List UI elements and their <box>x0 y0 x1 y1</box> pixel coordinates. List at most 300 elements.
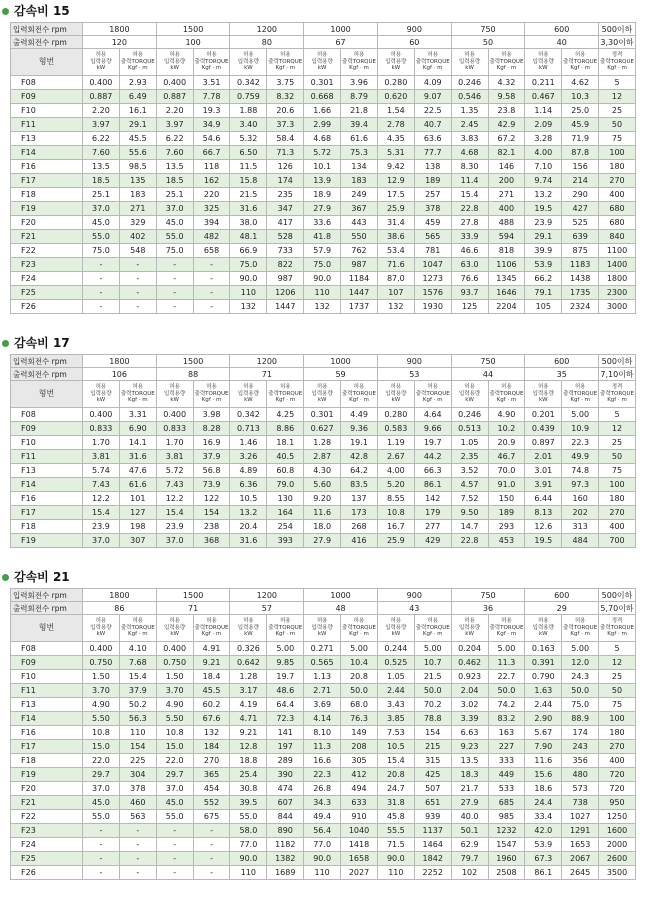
value-cell: 90.0 <box>230 272 267 286</box>
value-cell: 0.400 <box>83 642 120 656</box>
unit-torque-header <box>267 49 304 76</box>
value-cell: 1800 <box>599 272 636 286</box>
value-cell: 400 <box>599 188 636 202</box>
value-cell: 173 <box>341 506 378 520</box>
value-cell: 0.833 <box>83 422 120 436</box>
unit-kw-header <box>83 615 120 642</box>
value-cell: 19.5 <box>525 534 562 548</box>
value-cell: 58.4 <box>267 132 304 146</box>
value-cell: 4.32 <box>488 76 525 90</box>
value-cell: 37.0 <box>83 534 120 548</box>
value-cell: 254 <box>267 520 304 534</box>
value-cell: 4.14 <box>304 712 341 726</box>
unit-header-row <box>11 381 636 408</box>
value-cell: 0.280 <box>377 408 414 422</box>
value-cell: 45.0 <box>156 216 193 230</box>
value-cell: 126 <box>267 160 304 174</box>
value-cell: 1250 <box>599 810 636 824</box>
value-cell: 3.01 <box>525 464 562 478</box>
value-cell: 0.887 <box>156 90 193 104</box>
value-cell: 1345 <box>488 272 525 286</box>
value-cell: 8.28 <box>193 422 230 436</box>
unit-line: 허용 <box>316 384 328 391</box>
model-cell: F18 <box>11 188 83 202</box>
value-cell: 0.513 <box>451 422 488 436</box>
value-cell: 18.8 <box>230 754 267 768</box>
value-cell: 18.4 <box>193 670 230 684</box>
model-cell: F18 <box>11 520 83 534</box>
value-cell: 2.99 <box>304 118 341 132</box>
unit-line: 출력TORQUE <box>120 390 155 397</box>
value-cell: 325 <box>193 202 230 216</box>
table-row <box>11 422 636 436</box>
unit-line: 허용 <box>390 52 402 59</box>
value-cell: 31.4 <box>377 216 414 230</box>
unit-line: Kgf · m <box>607 397 627 404</box>
table-row <box>11 132 636 146</box>
value-cell: 200 <box>488 174 525 188</box>
table-row <box>11 272 636 286</box>
unit-line: kW <box>170 65 179 72</box>
value-cell: 15.4 <box>156 506 193 520</box>
value-cell: 270 <box>599 174 636 188</box>
value-cell: 0.462 <box>451 656 488 670</box>
value-cell: 488 <box>488 216 525 230</box>
value-cell: 573 <box>562 782 599 796</box>
value-cell: 86.1 <box>414 478 451 492</box>
value-cell: 41.8 <box>304 230 341 244</box>
value-cell: 289 <box>267 754 304 768</box>
value-cell: 675 <box>193 810 230 824</box>
value-cell: 1600 <box>599 824 636 838</box>
value-cell: 2600 <box>599 852 636 866</box>
value-cell: 12 <box>599 90 636 104</box>
value-cell: 639 <box>562 230 599 244</box>
value-cell: 2204 <box>488 300 525 314</box>
value-cell: 1.70 <box>83 436 120 450</box>
value-cell: 3.81 <box>83 450 120 464</box>
input-rpm-cell: 1000 <box>304 589 378 602</box>
value-cell: 79.1 <box>525 286 562 300</box>
unit-line: 입력용량 <box>458 58 481 65</box>
unit-line: 허용 <box>427 384 439 391</box>
model-header: 형번 <box>11 615 83 642</box>
unit-torque-header <box>562 615 599 642</box>
value-cell: 365 <box>193 768 230 782</box>
value-cell: 29.1 <box>119 118 156 132</box>
input-rpm-row <box>11 589 636 602</box>
value-cell: 0.565 <box>304 656 341 670</box>
model-cell: F19 <box>11 768 83 782</box>
model-cell: F14 <box>11 712 83 726</box>
table-row <box>11 408 636 422</box>
unit-line: Kgf · m <box>422 631 443 638</box>
value-cell: 66.7 <box>193 146 230 160</box>
unit-line: 출력TORQUE <box>268 390 303 397</box>
value-cell: 12.2 <box>83 492 120 506</box>
value-cell: 1.05 <box>377 670 414 684</box>
value-cell: 368 <box>193 534 230 548</box>
unit-line: 입력용량 <box>90 390 112 397</box>
value-cell: 29.7 <box>83 768 120 782</box>
unit-line: kW <box>170 397 179 404</box>
unit-line: kW <box>538 631 548 638</box>
table-row <box>11 642 636 656</box>
value-cell: 5.72 <box>156 464 193 478</box>
value-cell: 87.0 <box>377 272 414 286</box>
unit-line: 허용 <box>206 618 217 625</box>
unit-line: 출력TORQUE <box>600 624 634 631</box>
output-rpm-cell: 60 <box>377 36 451 49</box>
value-cell: 54.6 <box>193 132 230 146</box>
unit-line: 허용 <box>132 52 144 59</box>
value-cell: 10.3 <box>562 90 599 104</box>
value-cell: 0.163 <box>525 642 562 656</box>
value-cell: 75 <box>599 698 636 712</box>
value-cell: 154 <box>119 740 156 754</box>
value-cell: 40.5 <box>267 450 304 464</box>
value-cell: 75.3 <box>341 146 378 160</box>
unit-line: 출력TORQUE <box>600 58 634 65</box>
value-cell: 453 <box>488 534 525 548</box>
value-cell: 132 <box>377 300 414 314</box>
value-cell: 552 <box>193 796 230 810</box>
value-cell: 0.833 <box>156 422 193 436</box>
value-cell: 88.9 <box>562 712 599 726</box>
value-cell: 0.790 <box>525 670 562 684</box>
value-cell: 0.525 <box>377 656 414 670</box>
input-rpm-cell: 750 <box>451 355 525 368</box>
unit-line: 허용 <box>353 618 365 625</box>
value-cell: 1382 <box>267 852 304 866</box>
value-cell: 460 <box>119 796 156 810</box>
value-cell: 9.07 <box>414 90 451 104</box>
value-cell: 46.6 <box>451 244 488 258</box>
value-cell: 45.0 <box>83 216 120 230</box>
value-cell: 78.8 <box>414 712 451 726</box>
value-cell: 13.5 <box>451 754 488 768</box>
value-cell: 1182 <box>267 838 304 852</box>
value-cell: 0.246 <box>451 408 488 422</box>
value-cell: 34.9 <box>193 118 230 132</box>
value-cell: 781 <box>414 244 451 258</box>
value-cell: 658 <box>193 244 230 258</box>
output-rpm-cell: 71 <box>156 602 230 615</box>
unit-line: 입력용량 <box>237 624 260 631</box>
value-cell: 480 <box>562 768 599 782</box>
unit-line: 출력TORQUE <box>489 624 524 631</box>
unit-line: Kgf · m <box>607 631 627 638</box>
unit-line: 허용 <box>574 52 586 59</box>
value-cell: 22.3 <box>562 436 599 450</box>
value-cell: 347 <box>267 202 304 216</box>
model-cell: F14 <box>11 146 83 160</box>
value-cell: 49.4 <box>304 810 341 824</box>
value-cell: 3.70 <box>156 684 193 698</box>
value-cell: 2.44 <box>525 698 562 712</box>
value-cell: - <box>119 838 156 852</box>
value-cell: 45.8 <box>377 810 414 824</box>
output-rpm-label: 출력회전수 rpm <box>11 368 83 381</box>
value-cell: 42.0 <box>525 824 562 838</box>
value-cell: 985 <box>488 810 525 824</box>
table-body <box>11 76 636 314</box>
value-cell: 71.6 <box>377 258 414 272</box>
value-cell: 533 <box>488 782 525 796</box>
value-cell: 890 <box>267 824 304 838</box>
value-cell: 333 <box>488 754 525 768</box>
value-cell: 2.04 <box>451 684 488 698</box>
value-cell: 122 <box>193 492 230 506</box>
value-cell: 132 <box>193 726 230 740</box>
value-cell: 680 <box>599 202 636 216</box>
value-cell: 27.9 <box>451 796 488 810</box>
value-cell: 700 <box>599 534 636 548</box>
unit-kw-header <box>525 49 562 76</box>
value-cell: 5.60 <box>304 478 341 492</box>
unit-kw-header <box>304 381 341 408</box>
value-cell: 680 <box>599 216 636 230</box>
value-cell: - <box>156 866 193 880</box>
value-cell: 1.46 <box>230 436 267 450</box>
model-cell: F09 <box>11 90 83 104</box>
rated-torque-header <box>599 49 636 76</box>
value-cell: 607 <box>267 796 304 810</box>
value-cell: 25.0 <box>562 104 599 118</box>
value-cell: 45.5 <box>193 684 230 698</box>
value-cell: 329 <box>119 216 156 230</box>
value-cell: 7.10 <box>525 160 562 174</box>
value-cell: 110 <box>377 866 414 880</box>
unit-line: 입력용량 <box>311 390 333 397</box>
value-cell: 180 <box>599 726 636 740</box>
value-cell: 1.70 <box>156 436 193 450</box>
value-cell: 2324 <box>562 300 599 314</box>
value-cell: 425 <box>414 768 451 782</box>
model-cell: F16 <box>11 160 83 174</box>
value-cell: 0.668 <box>304 90 341 104</box>
model-cell: F11 <box>11 684 83 698</box>
value-cell: 50.0 <box>562 684 599 698</box>
value-cell: 0.467 <box>525 90 562 104</box>
value-cell: 75 <box>599 132 636 146</box>
unit-line: 허용 <box>574 384 586 391</box>
unit-kw-header <box>230 615 267 642</box>
value-cell: 10.8 <box>377 506 414 520</box>
unit-line: Kgf · m <box>570 65 590 72</box>
table-row <box>11 230 636 244</box>
value-cell: 22.7 <box>488 670 525 684</box>
value-cell: 208 <box>341 740 378 754</box>
unit-line: 정격 <box>611 384 623 391</box>
unit-line: Kgf · m <box>201 65 222 72</box>
value-cell: 528 <box>267 230 304 244</box>
value-cell: 1.05 <box>451 436 488 450</box>
unit-kw-header <box>377 49 414 76</box>
unit-line: kW <box>465 397 474 404</box>
input-rpm-cell: 1500 <box>156 355 230 368</box>
unit-torque-header <box>267 615 304 642</box>
value-cell: 3.52 <box>451 464 488 478</box>
section-title <box>0 0 649 22</box>
value-cell: 1.28 <box>304 436 341 450</box>
unit-line: 허용 <box>132 618 144 625</box>
value-cell: 550 <box>341 230 378 244</box>
output-rpm-cell: 71 <box>230 368 304 381</box>
value-cell: 55.6 <box>119 146 156 160</box>
unit-line: Kgf · m <box>496 631 517 638</box>
unit-line: 허용 <box>501 384 512 391</box>
value-cell: 1047 <box>414 258 451 272</box>
value-cell: 0.887 <box>83 90 120 104</box>
value-cell: 5.00 <box>414 642 451 656</box>
unit-line: kW <box>391 631 401 638</box>
value-cell: 90.0 <box>304 272 341 286</box>
unit-line: 입력용량 <box>532 58 554 65</box>
value-cell: 8.10 <box>304 726 341 740</box>
value-cell: - <box>156 286 193 300</box>
unit-line: 출력TORQUE <box>489 58 524 65</box>
value-cell: 71.3 <box>267 146 304 160</box>
value-cell: 0.342 <box>230 408 267 422</box>
value-cell: 19.3 <box>193 104 230 118</box>
value-cell: 720 <box>599 768 636 782</box>
value-cell: 5.00 <box>341 642 378 656</box>
value-cell: 63.0 <box>451 258 488 272</box>
value-cell: 1291 <box>562 824 599 838</box>
unit-line: 허용 <box>537 618 549 625</box>
value-cell: 0.759 <box>230 90 267 104</box>
unit-line: 허용 <box>206 52 217 59</box>
value-cell: - <box>83 272 120 286</box>
unit-kw-header <box>451 381 488 408</box>
value-cell: 19.7 <box>267 670 304 684</box>
value-cell: 482 <box>193 230 230 244</box>
unit-line: 허용 <box>316 618 328 625</box>
value-cell: 4.71 <box>230 712 267 726</box>
value-cell: 3.40 <box>230 118 267 132</box>
value-cell: - <box>156 258 193 272</box>
value-cell: 31.6 <box>230 534 267 548</box>
input-rpm-cell: 1000 <box>304 355 378 368</box>
unit-line: 출력TORQUE <box>342 58 376 65</box>
value-cell: 1.28 <box>230 670 267 684</box>
unit-line: 출력TORQUE <box>415 390 450 397</box>
value-cell: 25.9 <box>377 202 414 216</box>
unit-kw-header <box>230 381 267 408</box>
value-cell: 70.0 <box>488 464 525 478</box>
unit-kw-header <box>304 615 341 642</box>
value-cell: 150 <box>488 492 525 506</box>
table-row <box>11 202 636 216</box>
unit-header-row <box>11 615 636 642</box>
output-rpm-cell: 40 <box>525 36 599 49</box>
value-cell: 9.85 <box>267 656 304 670</box>
value-cell: 77.0 <box>230 838 267 852</box>
output-rpm-cell: 7,10이하 <box>600 369 634 379</box>
value-cell: 548 <box>119 244 156 258</box>
value-cell: 71.9 <box>562 132 599 146</box>
value-cell: 2.90 <box>525 712 562 726</box>
value-cell: 13.5 <box>83 160 120 174</box>
value-cell: 443 <box>341 216 378 230</box>
value-cell: 0.301 <box>304 408 341 422</box>
value-cell: 10.8 <box>156 726 193 740</box>
value-cell: 4.10 <box>119 642 156 656</box>
unit-line: 출력TORQUE <box>600 390 634 397</box>
value-cell: 75.0 <box>83 244 120 258</box>
value-cell: 55.0 <box>83 230 120 244</box>
value-cell: 44.2 <box>414 450 451 464</box>
value-cell: 6.22 <box>156 132 193 146</box>
unit-line: Kgf · m <box>570 631 590 638</box>
unit-line: 출력TORQUE <box>563 58 598 65</box>
value-cell: 2.01 <box>525 450 562 464</box>
value-cell: 74.8 <box>562 464 599 478</box>
unit-line: 허용 <box>316 52 328 59</box>
table-row <box>11 146 636 160</box>
value-cell: 98.5 <box>119 160 156 174</box>
model-cell: F17 <box>11 740 83 754</box>
table-row <box>11 670 636 684</box>
unit-kw-header <box>525 381 562 408</box>
value-cell: 29.7 <box>156 768 193 782</box>
value-cell: 13.2 <box>525 188 562 202</box>
unit-line: 출력TORQUE <box>415 58 450 65</box>
value-cell: 1447 <box>341 286 378 300</box>
value-cell: 9.42 <box>377 160 414 174</box>
unit-line: 입력용량 <box>164 390 186 397</box>
input-rpm-cell: 1200 <box>230 589 304 602</box>
value-cell: 5.00 <box>562 408 599 422</box>
unit-line: kW <box>96 65 106 72</box>
value-cell: - <box>83 838 120 852</box>
table-row <box>11 796 636 810</box>
table-row <box>11 824 636 838</box>
table-body <box>11 642 636 880</box>
value-cell: 9.66 <box>414 422 451 436</box>
value-cell: 20.8 <box>377 768 414 782</box>
value-cell: 685 <box>488 796 525 810</box>
value-cell: 66.3 <box>414 464 451 478</box>
value-cell: 633 <box>341 796 378 810</box>
model-cell: F11 <box>11 450 83 464</box>
value-cell: 0.211 <box>525 76 562 90</box>
value-cell: 34.3 <box>304 796 341 810</box>
value-cell: 18.1 <box>267 436 304 450</box>
value-cell: 225 <box>119 754 156 768</box>
value-cell: 127 <box>119 506 156 520</box>
value-cell: 15.4 <box>377 754 414 768</box>
unit-line: kW <box>317 65 327 72</box>
value-cell: 141 <box>267 726 304 740</box>
unit-line: 허용 <box>206 384 217 391</box>
input-rpm-cell: 1000 <box>304 23 378 36</box>
value-cell: 0.400 <box>156 76 193 90</box>
value-cell: 2.20 <box>83 104 120 118</box>
value-cell: 762 <box>341 244 378 258</box>
value-cell: 5.50 <box>83 712 120 726</box>
value-cell: 1.50 <box>83 670 120 684</box>
value-cell: - <box>193 824 230 838</box>
section-title <box>0 332 649 354</box>
value-cell: 2645 <box>562 866 599 880</box>
table-row <box>11 160 636 174</box>
value-cell: 183 <box>341 174 378 188</box>
value-cell: 42.9 <box>488 118 525 132</box>
value-cell: 5.72 <box>304 146 341 160</box>
value-cell: 494 <box>341 782 378 796</box>
